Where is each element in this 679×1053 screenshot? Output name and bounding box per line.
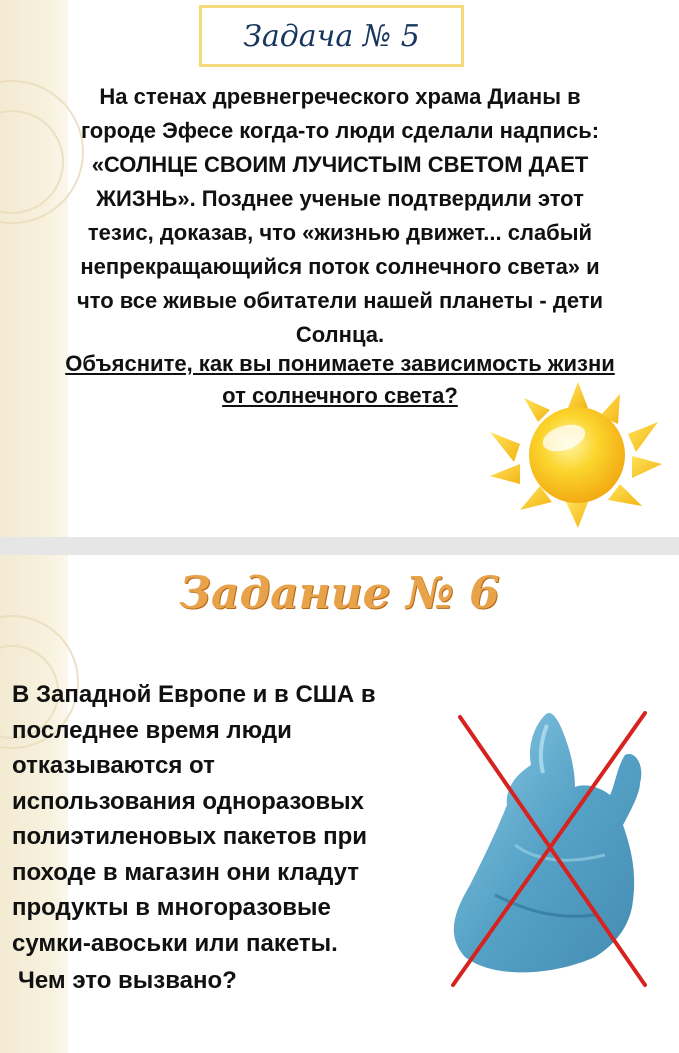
- text-line: На стенах древнегреческого храма Дианы в: [99, 84, 581, 109]
- text-line: тезис, доказав, что «жизнью движет... слабый: [87, 220, 593, 245]
- task-text: [30, 80, 650, 352]
- text-line: последнее время люди: [12, 716, 292, 744]
- task-title: Задание № 6: [179, 568, 500, 619]
- text-line: В Западной Европе и в США в: [12, 681, 376, 708]
- text-line: сумки-авоськи или пакеты.: [12, 929, 338, 957]
- text-line: походе в магазин они кладут: [12, 858, 359, 886]
- text-line: Солнца.: [295, 322, 385, 347]
- text-line: что все живые обитатели нашей планеты - дети: [76, 288, 604, 313]
- text-line: использования одноразовых: [12, 787, 364, 815]
- text-line: городе Эфесе когда-то люди сделали надпись:: [80, 118, 600, 143]
- crossed-plastic-bag-icon: [435, 695, 670, 995]
- text-line: «СОЛНЦЕ СВОИМ ЛУЧИСТЫМ СВЕТОМ ДАЕТ: [91, 152, 589, 177]
- text-line: полиэтиленовых пакетов при: [12, 823, 368, 850]
- question-line: Объясните, как вы понимаете зависимость жизни: [65, 351, 615, 376]
- text-line: отказываются от: [12, 752, 215, 779]
- task-title: Задача № 5: [199, 5, 464, 67]
- text-line: продукты в многоразовые: [12, 894, 331, 921]
- text-line: непрекращающийся поток солнечного света» и: [80, 254, 600, 279]
- sun-icon: [480, 380, 665, 530]
- slide-task-6: [0, 555, 679, 1053]
- question-line: от солнечного света?: [222, 383, 458, 408]
- task-question: Чем это вызвано?: [18, 967, 237, 994]
- text-line: ЖИЗНЬ». Позднее ученые подтвердили этот: [96, 186, 584, 211]
- task-text: [12, 677, 442, 961]
